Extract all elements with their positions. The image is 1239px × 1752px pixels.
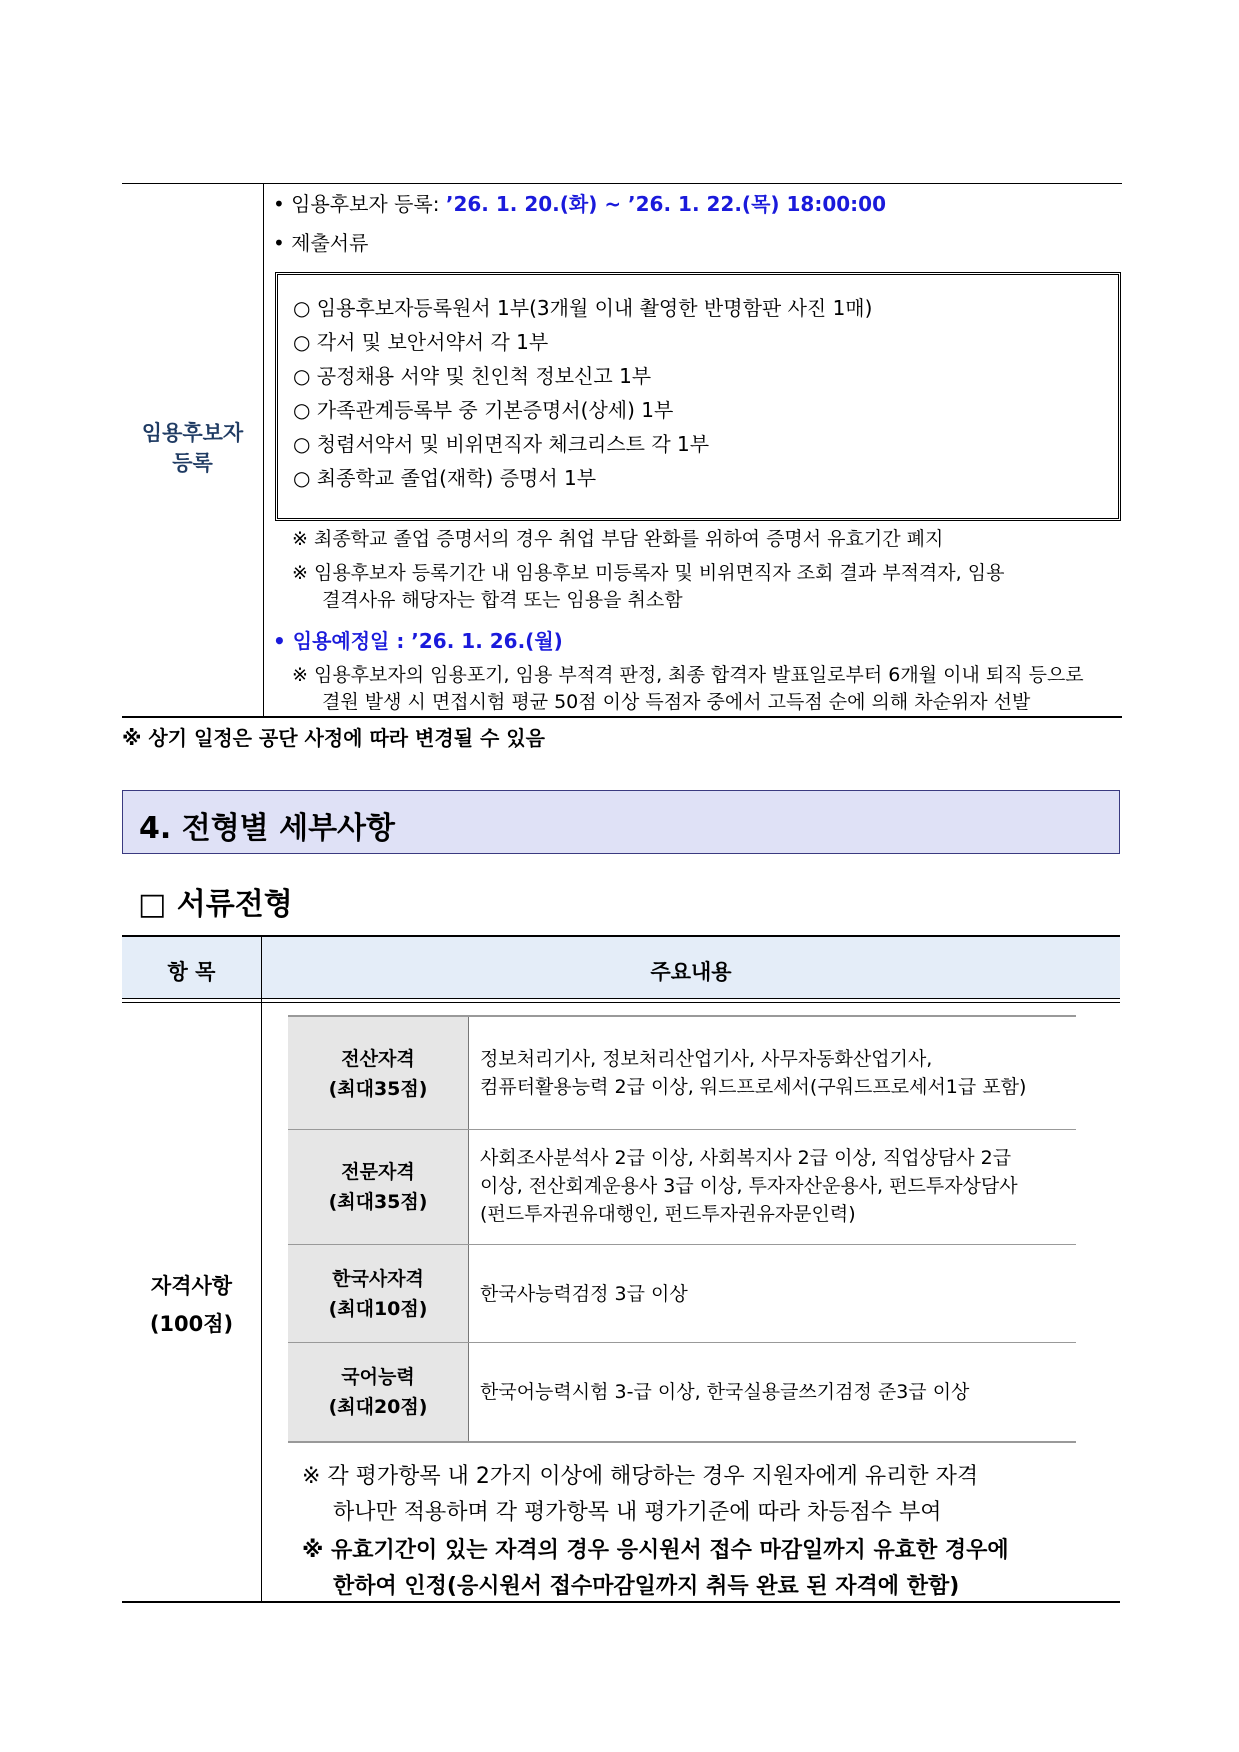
table-top-border: [122, 183, 1122, 184]
note-cancellation-cont: 결격사유 해당자는 합격 또는 임용을 취소함: [322, 589, 683, 611]
qualification-text: [480, 1045, 1026, 1101]
table-header-divider: [122, 998, 1120, 1003]
subsection-title: □ 서류전형: [138, 887, 293, 922]
bullet: •: [273, 629, 286, 653]
footnote-multiple-qualifications: ※ 각 평가항목 내 2가지 이상에 해당하는 경우 지원자에게 유리한 자격: [302, 1464, 979, 1489]
note-certificate-validity: ※ 최종학교 졸업 증명서의 경우 취업 부담 완화를 위하여 증명서 유효기간 폐지: [292, 528, 944, 550]
table-column-divider: [263, 183, 264, 718]
period-label: 임용후보자 등록:: [291, 192, 440, 216]
schedule-change-note: ※ 상기 일정은 공단 사정에 따라 변경될 수 있음: [122, 726, 545, 750]
section-title: 4. 전형별 세부사항: [139, 811, 396, 846]
footnote-validity: ※ 유효기간이 있는 자격의 경우 응시원서 접수 마감일까지 유효한 경우에: [302, 1538, 1009, 1563]
note-replacement-cont: 결원 발생 시 면접시험 평균 50점 이상 득점자 중에서 고득점 순에 의해 차순위자 선발: [322, 691, 1031, 713]
note-cancellation: ※ 임용후보자 등록기간 내 임용후보 미등록자 및 비위면직자 조회 결과 부적격자, 임용: [292, 562, 1005, 584]
label-line: (최대35점): [328, 1191, 428, 1213]
documents-box: [275, 272, 1121, 521]
qualification-label: [288, 1157, 468, 1217]
appointment-label: 임용예정일 : ’26. 1. 26.(월): [292, 629, 563, 653]
qualification-row: [288, 1244, 1076, 1343]
row-header-line: 등록: [172, 451, 213, 475]
table-bottom-border: [122, 716, 1122, 718]
qualification-row: [288, 1015, 1076, 1131]
header-content: 주요내용: [650, 960, 732, 984]
qualification-row: [288, 1342, 1076, 1443]
row-header-line: (100점): [149, 1312, 234, 1336]
label-line: 전문자격: [341, 1161, 415, 1183]
qualification-text: [480, 1378, 969, 1406]
document-item: ○ 청렴서약서 및 비위면직자 체크리스트 각 1부: [293, 432, 710, 456]
qualification-row-header: [122, 1267, 261, 1343]
row-header-line: 자격사항: [150, 1274, 233, 1298]
header-item: 항 목: [167, 960, 216, 984]
document-item: ○ 가족관계등록부 중 기본증명서(상세) 1부: [293, 398, 674, 422]
registration-row-header: [122, 418, 263, 478]
registration-period: [273, 191, 886, 217]
qualification-table: [288, 1015, 1076, 1440]
footnote-multiple-qualifications-cont: 하나만 적용하며 각 평가항목 내 평가기준에 따라 차등점수 부여: [333, 1500, 942, 1525]
qualification-text: [480, 1280, 688, 1308]
bullet: •: [273, 192, 285, 216]
row-header-line: 임용후보자: [141, 421, 244, 445]
appointment-date: [273, 628, 563, 654]
table-bottom-border: [122, 1601, 1120, 1603]
qualification-label: [288, 1264, 468, 1324]
document-item: ○ 임용후보자등록원서 1부(3개월 이내 촬영한 반명함판 사진 1매): [293, 296, 873, 320]
label-line: 국어능력: [341, 1366, 415, 1388]
text-line: 한국어능력시험 3-급 이상, 한국실용글쓰기검정 준3급 이상: [480, 1381, 970, 1403]
label-line: (최대10점): [328, 1298, 428, 1320]
document-item: ○ 각서 및 보안서약서 각 1부: [293, 330, 549, 354]
note-replacement: ※ 임용후보자의 임용포기, 임용 부적격 판정, 최종 합격자 발표일로부터 6개월 이내 퇴직 등으로: [292, 664, 1084, 686]
text-line: (펀드투자권유대행인, 펀드투자권유자문인력): [480, 1203, 856, 1225]
qualification-label: [288, 1362, 468, 1422]
label-line: (최대35점): [328, 1078, 428, 1100]
text-line: 컴퓨터활용능력 2급 이상, 워드프로세서(구워드프로세서1급 포함): [480, 1076, 1027, 1098]
document-item: ○ 최종학교 졸업(재학) 증명서 1부: [293, 466, 597, 490]
table-column-divider: [261, 935, 262, 1602]
qualification-row: [288, 1129, 1076, 1245]
label-line: 한국사자격: [332, 1268, 424, 1290]
text-line: 이상, 전산회계운용사 3급 이상, 투자자산운용사, 펀드투자상담사: [480, 1175, 1018, 1197]
bullet: •: [273, 231, 285, 255]
footnote-validity-cont: 한하여 인정(응시원서 접수마감일까지 취득 완료 된 자격에 한함): [333, 1574, 960, 1599]
label-line: (최대20점): [328, 1396, 428, 1418]
docs-heading: [273, 230, 368, 256]
text-line: 사회조사분석사 2급 이상, 사회복지사 2급 이상, 직업상담사 2급: [480, 1147, 1012, 1169]
section-header: [122, 790, 1120, 854]
period-value: ’26. 1. 20.(화) ~ ’26. 1. 22.(목) 18:00:00: [445, 192, 886, 216]
text-line: 한국사능력검정 3급 이상: [480, 1283, 688, 1305]
docs-label: 제출서류: [291, 231, 369, 255]
text-line: 정보처리기사, 정보처리산업기사, 사무자동화산업기사,: [480, 1048, 933, 1070]
label-line: 전산자격: [341, 1048, 415, 1070]
table-top-border: [122, 935, 1120, 937]
qualification-label: [288, 1044, 468, 1104]
document-item: ○ 공정채용 서약 및 친인척 정보신고 1부: [293, 364, 652, 388]
qualification-text: [480, 1144, 1018, 1228]
